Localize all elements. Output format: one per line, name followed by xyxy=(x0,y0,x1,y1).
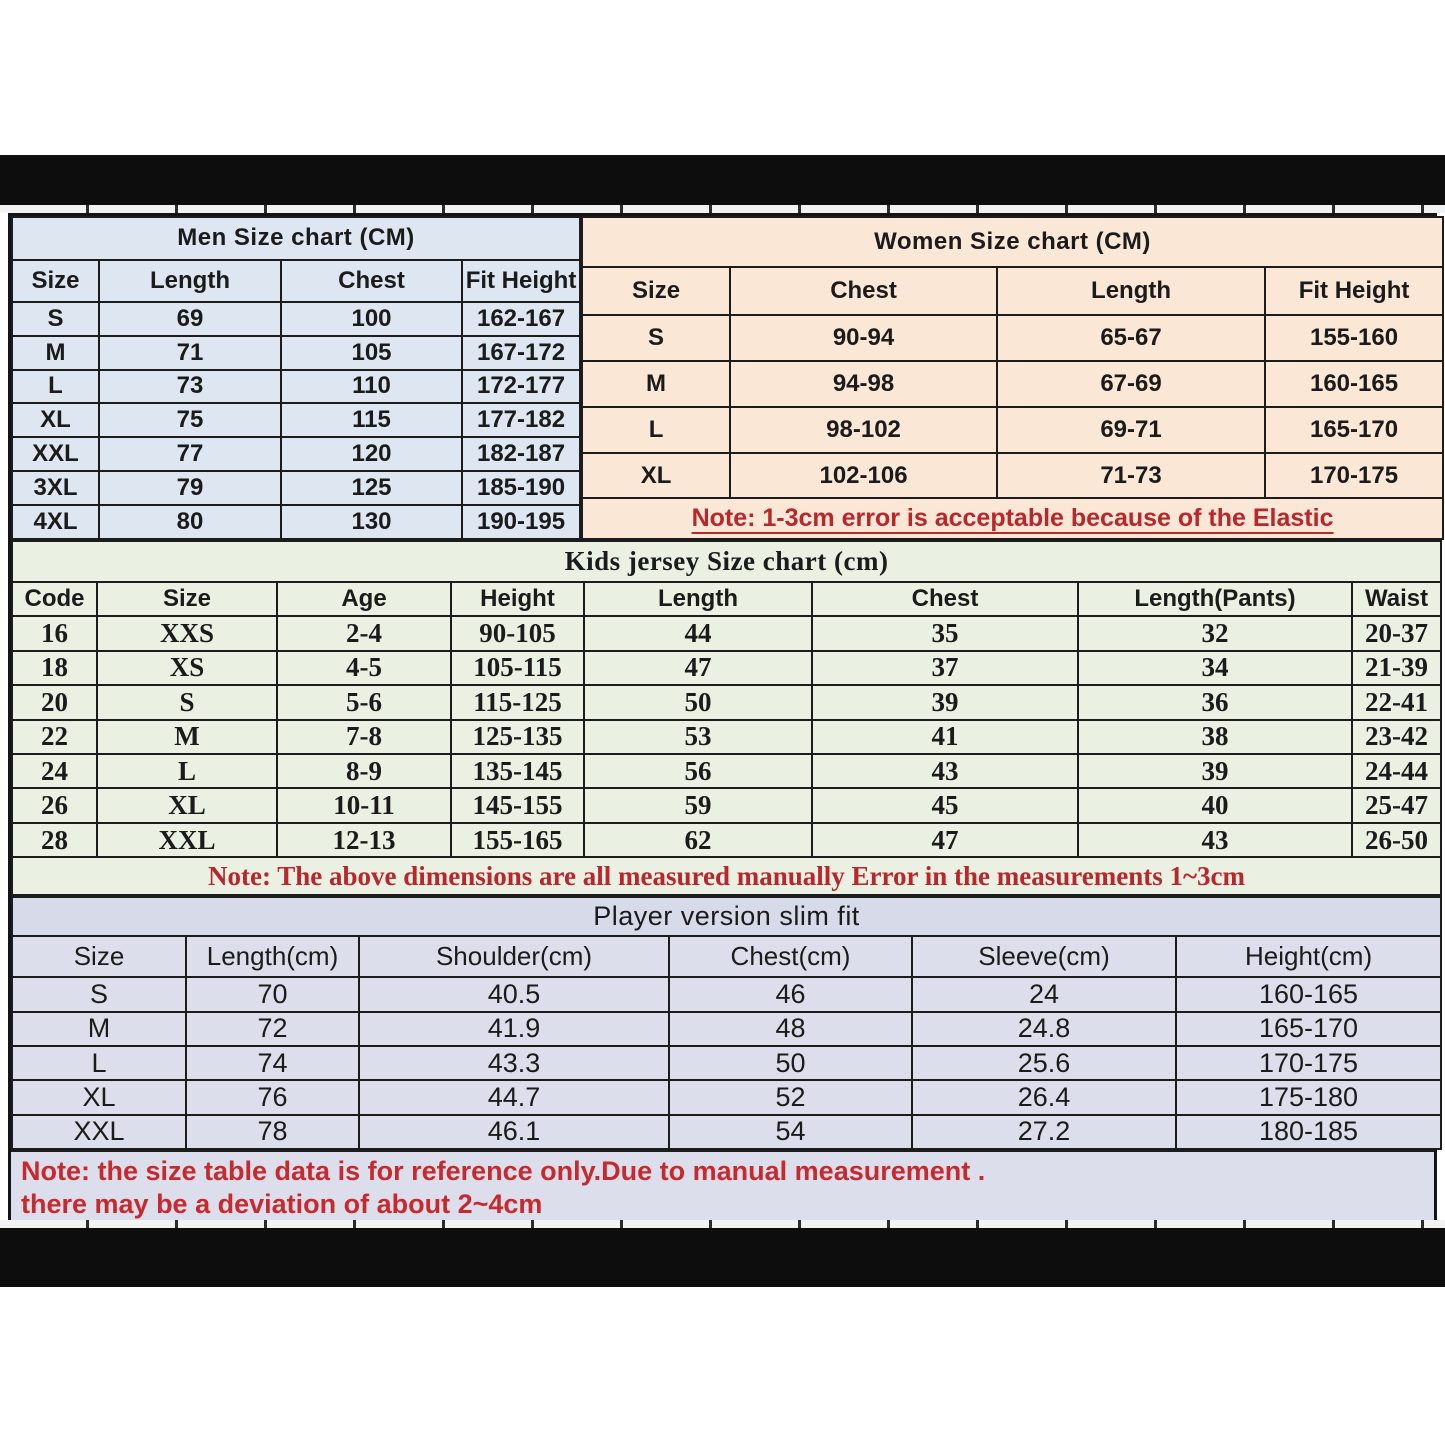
table-cell: 165-170 xyxy=(1265,407,1443,453)
table-row xyxy=(582,361,1443,407)
table-cell: 76 xyxy=(186,1080,359,1114)
men-table-header-row xyxy=(12,260,580,302)
player-version-table xyxy=(11,896,1442,1150)
table-cell: 35 xyxy=(812,616,1078,650)
table-cell: 39 xyxy=(1078,754,1352,788)
table-cell: XXL xyxy=(12,1115,186,1149)
table-cell: 71 xyxy=(99,336,281,370)
footer-note-line-1: Note: the size table data is for reference only.Due to manual measurement . xyxy=(21,1156,986,1186)
table-cell: S xyxy=(97,685,277,719)
table-cell: 41.9 xyxy=(359,1012,669,1046)
kids-measurement-note: Note: The above dimensions are all measured manually Error in the measurements 1~3cm xyxy=(12,857,1441,895)
table-cell: 45 xyxy=(812,788,1078,822)
column-header: Code xyxy=(12,582,97,616)
column-header: Chest xyxy=(730,267,997,315)
table-cell: 22 xyxy=(12,720,97,754)
table-cell: 182-187 xyxy=(462,437,580,471)
table-cell: 165-170 xyxy=(1176,1012,1441,1046)
table-cell: 110 xyxy=(281,370,462,404)
table-cell: 160-165 xyxy=(1176,977,1441,1011)
column-header: Fit Height xyxy=(462,260,580,302)
table-cell: 20 xyxy=(12,685,97,719)
column-header: Waist xyxy=(1352,582,1441,616)
table-cell: 40.5 xyxy=(359,977,669,1011)
column-header: Length xyxy=(584,582,812,616)
table-cell: 185-190 xyxy=(462,471,580,505)
table-cell: 5-6 xyxy=(277,685,451,719)
kids-table-body xyxy=(12,616,1441,857)
table-cell: 167-172 xyxy=(462,336,580,370)
table-row xyxy=(12,471,580,505)
column-header: Height(cm) xyxy=(1176,936,1441,978)
table-cell: 105 xyxy=(281,336,462,370)
table-cell: 79 xyxy=(99,471,281,505)
men-table-body xyxy=(12,302,580,539)
table-cell: L xyxy=(582,407,730,453)
table-cell: XXS xyxy=(97,616,277,650)
column-header: Size xyxy=(12,260,99,302)
table-cell: S xyxy=(12,302,99,336)
table-cell: L xyxy=(12,370,99,404)
kids-size-table xyxy=(11,540,1442,896)
table-cell: 120 xyxy=(281,437,462,471)
table-cell: XL xyxy=(12,1080,186,1114)
table-cell: 40 xyxy=(1078,788,1352,822)
column-header: Chest(cm) xyxy=(669,936,912,978)
table-cell: 24-44 xyxy=(1352,754,1441,788)
top-black-band xyxy=(0,155,1445,205)
table-cell: 98-102 xyxy=(730,407,997,453)
table-cell: 50 xyxy=(584,685,812,719)
table-row xyxy=(12,1080,1441,1114)
table-cell: 43 xyxy=(812,754,1078,788)
player-table-title: Player version slim fit xyxy=(12,897,1441,936)
table-cell: 47 xyxy=(812,823,1078,858)
column-header: Chest xyxy=(812,582,1078,616)
table-cell: 170-175 xyxy=(1176,1046,1441,1080)
table-cell: 3XL xyxy=(12,471,99,505)
table-cell: 43.3 xyxy=(359,1046,669,1080)
table-row xyxy=(12,370,580,404)
women-table-header-row xyxy=(582,267,1443,315)
table-cell: 27.2 xyxy=(912,1115,1176,1149)
player-table-body xyxy=(12,977,1441,1149)
table-cell: 46 xyxy=(669,977,912,1011)
table-cell: 26 xyxy=(12,788,97,822)
column-header: Length xyxy=(997,267,1265,315)
table-cell: 135-145 xyxy=(451,754,584,788)
table-cell: 24.8 xyxy=(912,1012,1176,1046)
table-cell: 94-98 xyxy=(730,361,997,407)
women-table-body xyxy=(582,315,1443,498)
table-row xyxy=(582,453,1443,499)
table-cell: 155-165 xyxy=(451,823,584,858)
size-chart-sheet xyxy=(8,213,1437,1220)
table-cell: 44.7 xyxy=(359,1080,669,1114)
table-cell: 50 xyxy=(669,1046,912,1080)
table-cell: 56 xyxy=(584,754,812,788)
table-cell: XL xyxy=(582,453,730,499)
table-cell: 18 xyxy=(12,651,97,685)
table-cell: 52 xyxy=(669,1080,912,1114)
column-header: Size xyxy=(97,582,277,616)
table-cell: 20-37 xyxy=(1352,616,1441,650)
table-cell: 73 xyxy=(99,370,281,404)
table-row xyxy=(12,977,1441,1011)
table-cell: 69 xyxy=(99,302,281,336)
table-cell: 36 xyxy=(1078,685,1352,719)
table-row xyxy=(12,823,1441,858)
table-cell: XS xyxy=(97,651,277,685)
table-cell: 177-182 xyxy=(462,403,580,437)
table-row xyxy=(12,685,1441,719)
table-cell: 180-185 xyxy=(1176,1115,1441,1149)
table-cell: 170-175 xyxy=(1265,453,1443,499)
column-header: Length xyxy=(99,260,281,302)
table-cell: 22-41 xyxy=(1352,685,1441,719)
table-cell: 46.1 xyxy=(359,1115,669,1149)
table-cell: 105-115 xyxy=(451,651,584,685)
table-cell: 59 xyxy=(584,788,812,822)
table-row xyxy=(12,651,1441,685)
column-header: Size xyxy=(12,936,186,978)
table-cell: 4XL xyxy=(12,505,99,539)
table-cell: M xyxy=(12,1012,186,1046)
table-cell: S xyxy=(12,977,186,1011)
table-row xyxy=(12,1115,1441,1149)
table-cell: 53 xyxy=(584,720,812,754)
table-row xyxy=(582,407,1443,453)
bottom-black-band xyxy=(0,1228,1445,1287)
table-row xyxy=(12,302,580,336)
table-cell: 172-177 xyxy=(462,370,580,404)
table-cell: 21-39 xyxy=(1352,651,1441,685)
table-cell: 48 xyxy=(669,1012,912,1046)
table-cell: 78 xyxy=(186,1115,359,1149)
table-cell: 77 xyxy=(99,437,281,471)
table-row xyxy=(12,720,1441,754)
table-cell: 25-47 xyxy=(1352,788,1441,822)
women-table-note xyxy=(582,498,1443,539)
table-cell: 7-8 xyxy=(277,720,451,754)
table-cell: 47 xyxy=(584,651,812,685)
table-cell: 71-73 xyxy=(997,453,1265,499)
men-size-table xyxy=(11,216,581,540)
footer-note-line-2: there may be a deviation of about 2~4cm xyxy=(21,1189,543,1219)
table-cell: 62 xyxy=(584,823,812,858)
column-header: Shoulder(cm) xyxy=(359,936,669,978)
table-cell: 2-4 xyxy=(277,616,451,650)
table-cell: 38 xyxy=(1078,720,1352,754)
table-cell: L xyxy=(97,754,277,788)
table-cell: 26-50 xyxy=(1352,823,1441,858)
table-cell: 12-13 xyxy=(277,823,451,858)
table-cell: 130 xyxy=(281,505,462,539)
table-cell: 115 xyxy=(281,403,462,437)
table-cell: 125 xyxy=(281,471,462,505)
column-header: Fit Height xyxy=(1265,267,1443,315)
table-cell: XXL xyxy=(97,823,277,858)
table-cell: 115-125 xyxy=(451,685,584,719)
table-row xyxy=(12,403,580,437)
men-table-title: Men Size chart (CM) xyxy=(12,217,580,260)
table-row xyxy=(12,1046,1441,1080)
bottom-cropped-cell-strip xyxy=(0,1220,1445,1228)
table-cell: 145-155 xyxy=(451,788,584,822)
top-cropped-cell-strip xyxy=(0,205,1445,213)
table-cell: 90-94 xyxy=(730,315,997,361)
table-row xyxy=(12,788,1441,822)
table-cell: 74 xyxy=(186,1046,359,1080)
table-cell: L xyxy=(12,1046,186,1080)
column-header: Age xyxy=(277,582,451,616)
women-table-title: Women Size chart (CM) xyxy=(582,217,1443,267)
table-row xyxy=(12,754,1441,788)
table-row xyxy=(582,315,1443,361)
table-cell: S xyxy=(582,315,730,361)
table-cell: M xyxy=(582,361,730,407)
footer-reference-note xyxy=(11,1150,1434,1223)
table-cell: 24 xyxy=(12,754,97,788)
table-cell: 43 xyxy=(1078,823,1352,858)
table-cell: M xyxy=(12,336,99,370)
column-header: Height xyxy=(451,582,584,616)
table-cell: 70 xyxy=(186,977,359,1011)
table-cell: 32 xyxy=(1078,616,1352,650)
column-header: Sleeve(cm) xyxy=(912,936,1176,978)
table-cell: 65-67 xyxy=(997,315,1265,361)
table-cell: 190-195 xyxy=(462,505,580,539)
table-cell: 25.6 xyxy=(912,1046,1176,1080)
table-cell: 72 xyxy=(186,1012,359,1046)
player-table-header-row xyxy=(12,936,1441,978)
men-women-section xyxy=(11,216,1434,540)
table-cell: 69-71 xyxy=(997,407,1265,453)
table-row xyxy=(12,437,580,471)
table-cell: 90-105 xyxy=(451,616,584,650)
table-cell: XXL xyxy=(12,437,99,471)
table-cell: 100 xyxy=(281,302,462,336)
table-cell: 41 xyxy=(812,720,1078,754)
table-cell: 125-135 xyxy=(451,720,584,754)
table-cell: M xyxy=(97,720,277,754)
column-header: Length(cm) xyxy=(186,936,359,978)
kids-table-header-row xyxy=(12,582,1441,616)
table-cell: 10-11 xyxy=(277,788,451,822)
elastic-note-text: Note: 1-3cm error is acceptable because of the Elastic xyxy=(691,504,1334,533)
table-cell: 102-106 xyxy=(730,453,997,499)
table-row xyxy=(12,336,580,370)
table-cell: 160-165 xyxy=(1265,361,1443,407)
table-cell: 54 xyxy=(669,1115,912,1149)
table-cell: 39 xyxy=(812,685,1078,719)
table-cell: 162-167 xyxy=(462,302,580,336)
table-cell: 26.4 xyxy=(912,1080,1176,1114)
table-cell: 44 xyxy=(584,616,812,650)
table-cell: 28 xyxy=(12,823,97,858)
table-cell: 75 xyxy=(99,403,281,437)
kids-table-title: Kids jersey Size chart (cm) xyxy=(12,541,1441,582)
table-cell: 155-160 xyxy=(1265,315,1443,361)
column-header: Chest xyxy=(281,260,462,302)
table-cell: 16 xyxy=(12,616,97,650)
table-cell: 4-5 xyxy=(277,651,451,685)
table-cell: 37 xyxy=(812,651,1078,685)
table-row xyxy=(12,505,580,539)
column-header: Size xyxy=(582,267,730,315)
table-cell: 175-180 xyxy=(1176,1080,1441,1114)
table-cell: 23-42 xyxy=(1352,720,1441,754)
table-cell: XL xyxy=(97,788,277,822)
table-cell: 67-69 xyxy=(997,361,1265,407)
table-cell: 8-9 xyxy=(277,754,451,788)
table-cell: 34 xyxy=(1078,651,1352,685)
table-cell: 24 xyxy=(912,977,1176,1011)
table-cell: XL xyxy=(12,403,99,437)
table-cell: 80 xyxy=(99,505,281,539)
table-row xyxy=(12,616,1441,650)
column-header: Length(Pants) xyxy=(1078,582,1352,616)
table-row xyxy=(12,1012,1441,1046)
women-size-table xyxy=(581,216,1444,540)
